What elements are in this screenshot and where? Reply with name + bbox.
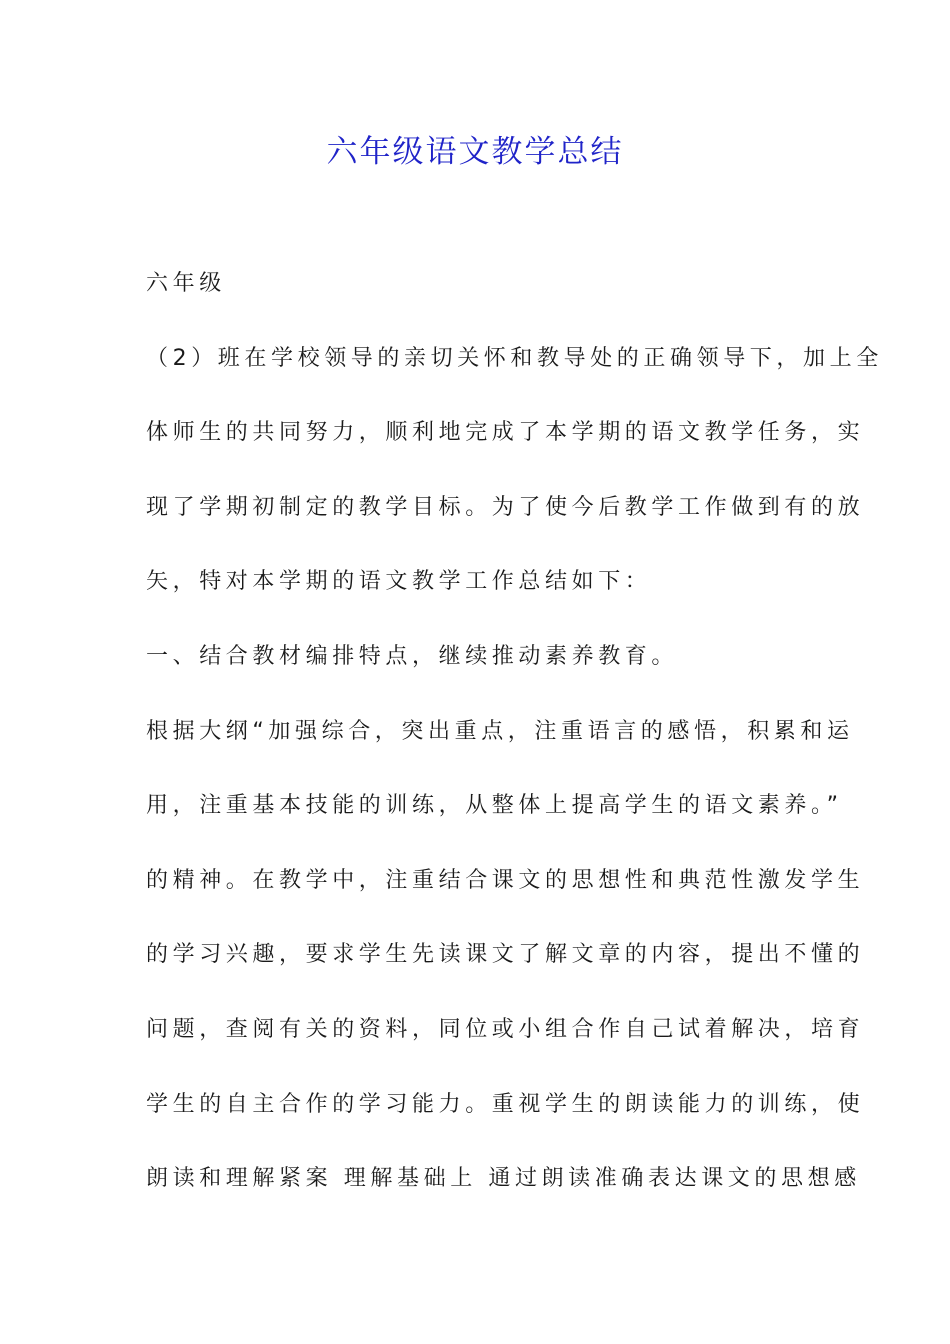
body-line: 现了学期初制定的教学目标。为了使今后教学工作做到有的放 [146, 494, 865, 520]
body-line: （2）班在学校领导的亲切关怀和教导处的正确领导下，加上全 [146, 345, 883, 371]
document-title: 六年级语文教学总结 [326, 134, 624, 170]
body-line: 体师生的共同努力，顺利地完成了本学期的语文教学任务，实 [146, 420, 865, 446]
body-line: 根据大纲“加强综合，突出重点，注重语言的感悟，积累和运 [146, 718, 854, 744]
body-line: 矢，特对本学期的语文教学工作总结如下： [146, 569, 652, 595]
body-line: 用，注重基本技能的训练，从整体上提高学生的语文素养。” [146, 793, 843, 819]
section-heading: 一、结合教材编排特点，继续推动素养教育。 [146, 643, 679, 669]
body-line: 六年级 [146, 271, 226, 296]
body-line: 朗读和理解紧案 理解基础上 通过朗读准确表达课文的思想感 [146, 1166, 861, 1192]
body-line: 学生的自主合作的学习能力。重视学生的朗读能力的训练，使 [146, 1091, 865, 1117]
body-line: 问题，查阅有关的资料，同位或小组合作自己试着解决，培育 [146, 1016, 865, 1042]
body-line: 的学习兴趣，要求学生先读课文了解文章的内容，提出不懂的 [146, 942, 865, 968]
document-body [146, 262, 883, 1232]
body-line: 的精神。在教学中，注重结合课文的思想性和典范性激发学生 [146, 867, 865, 893]
